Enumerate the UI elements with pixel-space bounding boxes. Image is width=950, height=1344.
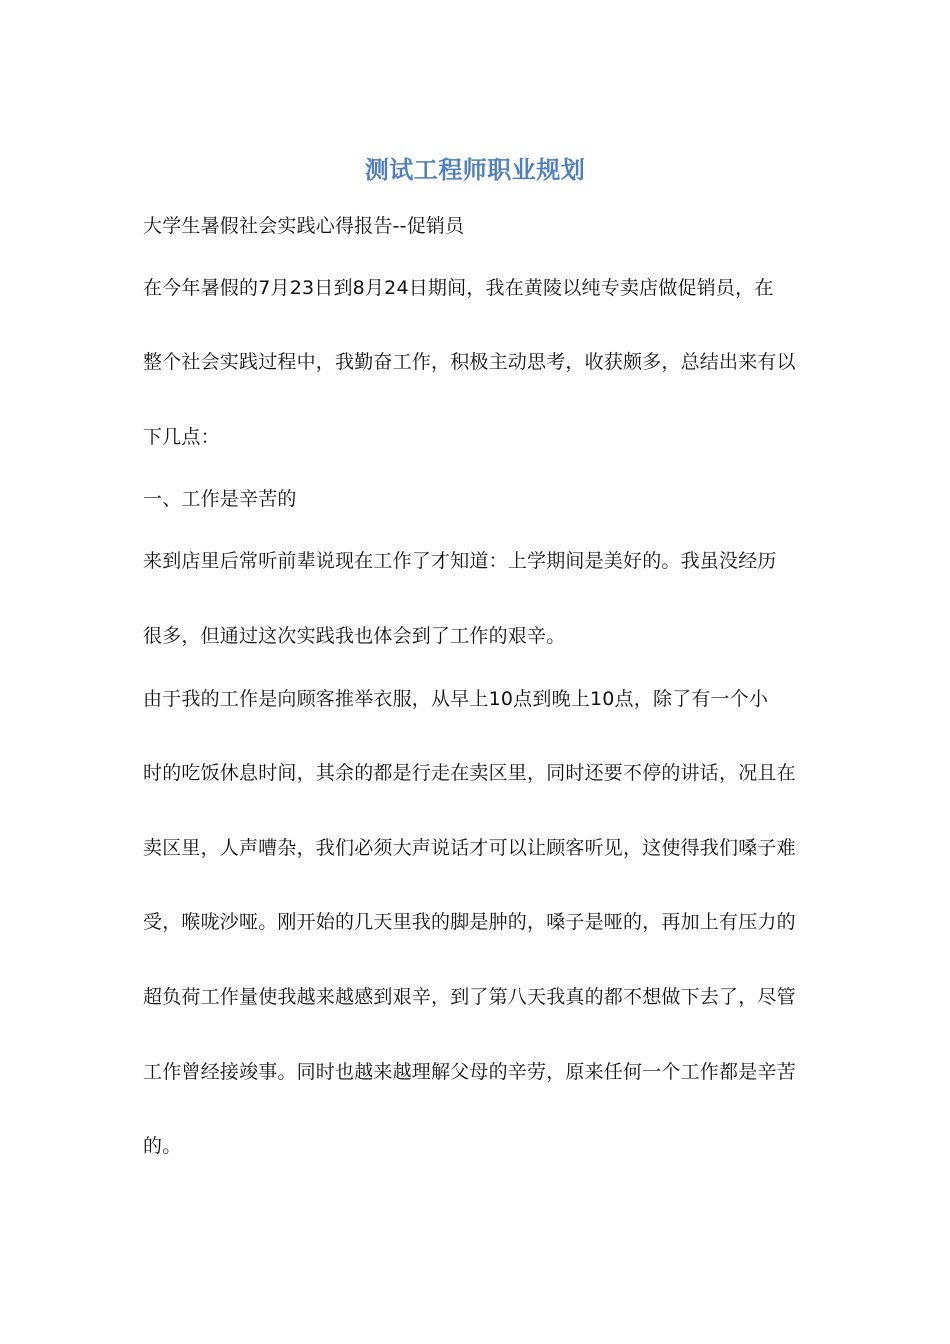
paragraph-line: 在今年暑假的7月23日到8月24日期间，我在黄陵以纯专卖店做促销员，在 [143,277,774,299]
paragraph-line: 超负荷工作量使我越来越感到艰辛，到了第八天我真的都不想做下去了，尽管 [143,986,796,1008]
subtitle-line: 大学生暑假社会实践心得报告--促销员 [143,215,465,237]
paragraph-line: 工作曾经接竣事。同时也越来越理解父母的辛劳，原来任何一个工作都是辛苦 [143,1061,796,1083]
paragraph-line: 卖区里，人声嘈杂，我们必须大声说话才可以让顾客听见，这使得我们嗓子难 [143,837,796,859]
paragraph-line: 很多，但通过这次实践我也体会到了工作的艰辛。 [143,625,566,647]
paragraph-line: 由于我的工作是向顾客推举衣服，从早上10点到晚上10点，除了有一个小 [143,688,769,710]
paragraph-line: 受，喉咙沙哑。刚开始的几天里我的脚是肿的，嗓子是哑的，再加上有压力的 [143,911,796,933]
paragraph-line: 下几点： [143,426,220,448]
paragraph-line: 的。 [143,1135,182,1157]
document-title: 测试工程师职业规划 [364,155,586,184]
paragraph-line: 时的吃饭休息时间，其余的都是行走在卖区里，同时还要不停的讲话，况且在 [143,762,796,784]
paragraph-line: 整个社会实践过程中，我勤奋工作，积极主动思考，收获颇多，总结出来有以 [143,351,796,373]
section-heading: 一、工作是辛苦的 [143,488,297,510]
paragraph-line: 来到店里后常听前辈说现在工作了才知道：上学期间是美好的。我虽没经历 [143,550,777,572]
